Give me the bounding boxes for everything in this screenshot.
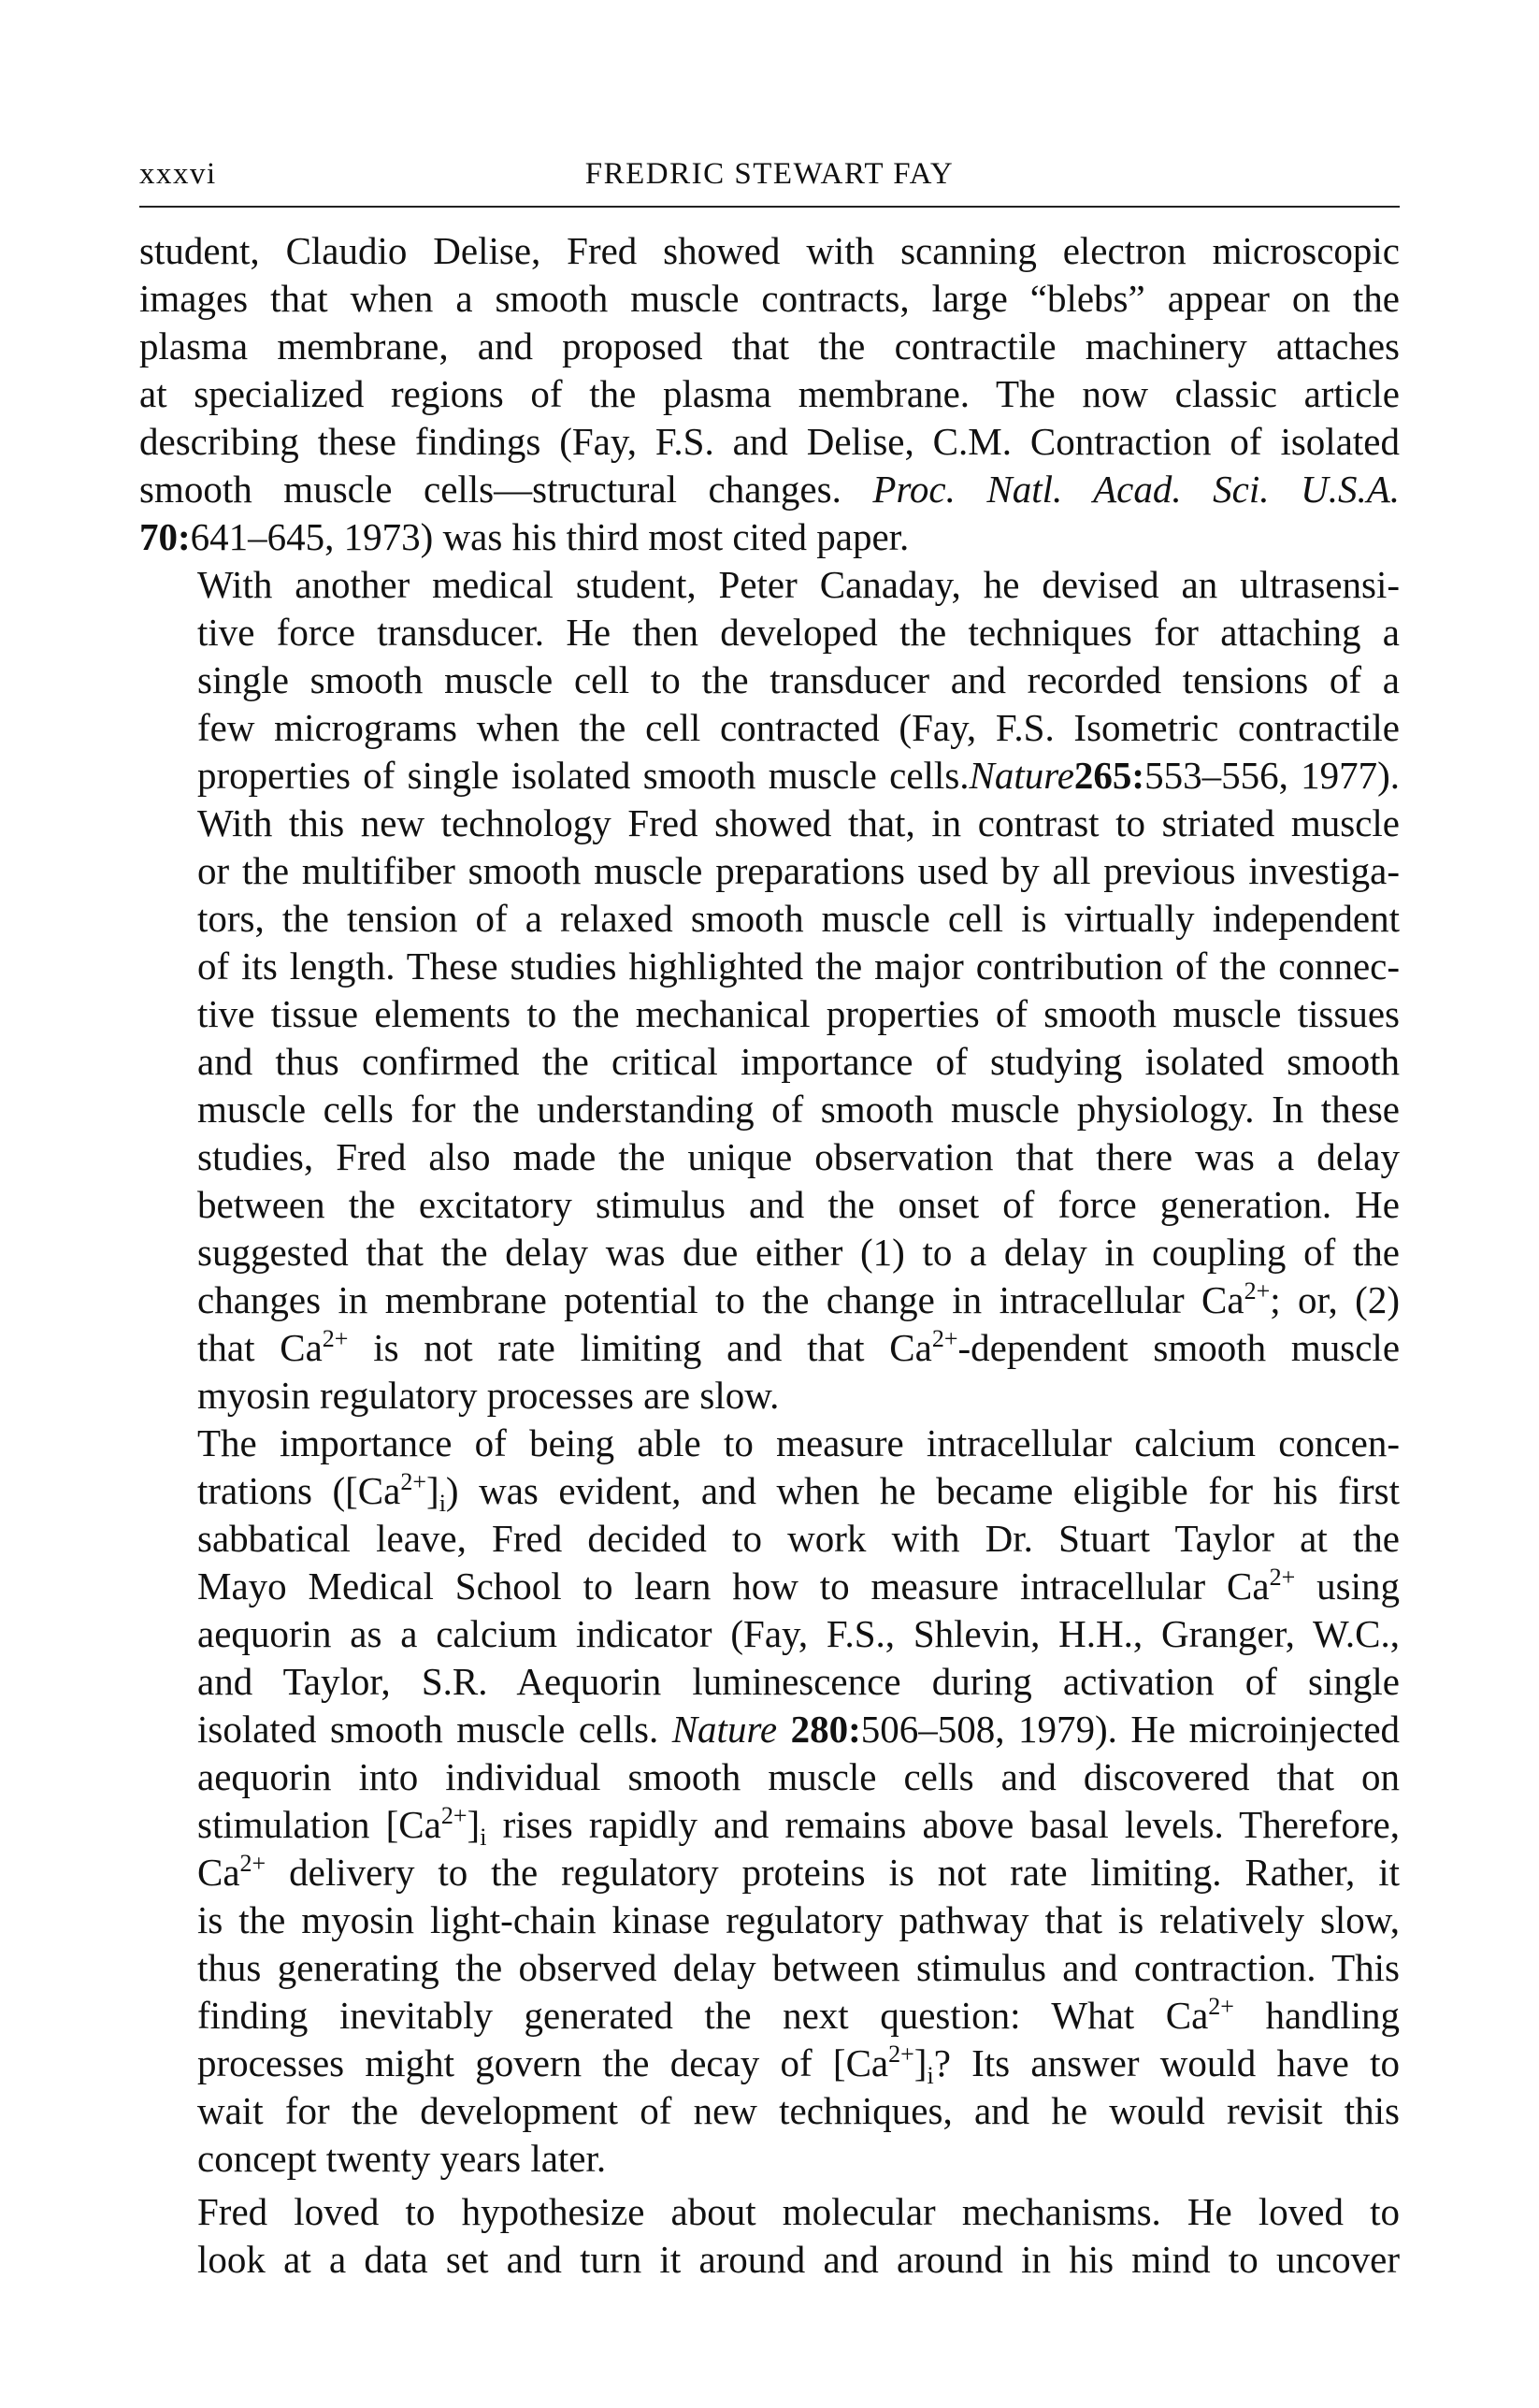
text-line: concept twenty years later. <box>197 2137 607 2180</box>
citation-pages: 506–508, 1979). <box>860 1708 1117 1751</box>
text-fragment: ] <box>913 2041 928 2084</box>
text-fragment: ] <box>426 1469 439 1512</box>
text-fragment: properties of single isolated smooth muscle cells. <box>197 754 970 797</box>
paragraph-4 <box>139 2188 1400 2284</box>
text-line: aequorin as a calcium indicator (Fay, F.S., Shlevin, H.H., Granger, W.C., <box>197 1612 1400 1655</box>
text-fragment: processes might govern the decay of [Ca <box>197 2041 889 2084</box>
text-fragment: delivery to the regulatory proteins is not rate limiting. Rather, it <box>289 1851 1400 1894</box>
text-line: tive force transducer. He then developed the techniques for attaching a <box>197 611 1400 654</box>
text-line: plasma membrane, and proposed that the contractile machinery attaches <box>139 324 1400 368</box>
text-line <box>139 1801 1400 1849</box>
text-line: With this new technology Fred showed that, in contrast to striated muscle <box>197 801 1400 844</box>
ion-charge: 2+ <box>1269 1564 1296 1591</box>
text-line <box>139 1467 1400 1515</box>
text-line <box>139 1992 1400 2040</box>
text-line <box>139 752 1400 800</box>
text-line: With another medical student, Peter Canaday, he devised an ultrasensi- <box>197 563 1400 606</box>
volume-number: 280: <box>790 1708 861 1751</box>
text-fragment: that Ca <box>197 1326 323 1369</box>
text-line <box>139 1324 1400 1372</box>
text-fragment: ? <box>933 2041 951 2084</box>
text-line: The importance of being able to measure intracellular calcium concen- <box>197 1421 1400 1464</box>
ion-charge: 2+ <box>322 1325 349 1352</box>
text-fragment: Ca <box>197 1851 240 1894</box>
ion-charge: 2+ <box>931 1325 958 1352</box>
subscript-i: i <box>480 1824 487 1851</box>
journal-citation: Proc. Natl. Acad. Sci. U.S.A. <box>872 468 1400 511</box>
text-line: of its length. These studies highlighted the major contribution of the connec- <box>197 944 1400 988</box>
ion-charge: 2+ <box>888 2040 914 2068</box>
citation-pages: 553–556, 1977). <box>1144 754 1401 797</box>
ion-charge: 2+ <box>400 1468 427 1495</box>
text-line <box>139 1706 1400 1753</box>
ion-charge: 2+ <box>1244 1277 1271 1305</box>
text-line: tive tissue elements to the mechanical properties of smooth muscle tissues <box>197 992 1400 1035</box>
text-fragment: ) <box>445 1469 459 1512</box>
text-line <box>139 513 1400 561</box>
citation-pages: 641–645, 1973) <box>190 515 434 558</box>
text-line: and thus confirmed the critical importance of studying isolated smooth <box>197 1040 1400 1083</box>
ion-charge: 2+ <box>440 1802 467 1829</box>
ion-charge: 2+ <box>1208 1993 1234 2020</box>
text-fragment: rises rapidly and remains above basal levels. Therefore, <box>502 1803 1401 1846</box>
running-title: FREDRIC STEWART FAY <box>584 157 955 191</box>
text-line <box>139 2040 1400 2087</box>
text-line: at specialized regions of the plasma membrane. The now classic article <box>139 372 1400 415</box>
text-line: studies, Fred also made the unique observation that there was a delay <box>197 1135 1400 1178</box>
text-line: between the excitatory stimulus and the onset of force generation. He <box>197 1183 1400 1226</box>
text-fragment: isolated smooth muscle cells. <box>197 1708 659 1751</box>
page-number: xxxvi <box>139 157 217 191</box>
text-fragment: using <box>1316 1564 1400 1608</box>
text-line: Fred loved to hypothesize about molecular mechanisms. He loved to <box>197 2190 1400 2233</box>
text-line: myosin regulatory processes are slow. <box>197 1374 780 1417</box>
text-line: few micrograms when the cell contracted (Fay, F.S. Isometric contractile <box>197 706 1400 749</box>
journal-citation: Nature <box>671 1708 778 1751</box>
text-fragment: Its answer would have to <box>971 2041 1401 2084</box>
text-fragment: smooth muscle cells—structural changes. <box>139 468 841 511</box>
text-fragment: stimulation [Ca <box>197 1803 441 1846</box>
header-rule <box>139 206 1400 208</box>
text-fragment: was evident, and when he became eligible for his first <box>479 1469 1401 1512</box>
paragraph-3 <box>139 1420 1400 2183</box>
running-header <box>139 157 1400 198</box>
text-line: student, Claudio Delise, Fred showed with scanning electron microscopic <box>139 229 1400 272</box>
text-line <box>139 1563 1400 1610</box>
text-fragment: trations ([Ca <box>197 1469 401 1512</box>
text-line: images that when a smooth muscle contracts, large “blebs” appear on the <box>139 277 1400 320</box>
text-line: thus generating the observed delay between stimulus and contraction. This <box>197 1946 1400 1989</box>
text-fragment: ] <box>467 1803 481 1846</box>
text-line <box>139 1276 1400 1324</box>
body-text <box>139 227 1400 2284</box>
text-fragment: is not rate limiting and that Ca <box>373 1326 932 1369</box>
subscript-i: i <box>439 1490 446 1517</box>
text-line: is the myosin light-chain kinase regulatory pathway that is relatively slow, <box>197 1898 1400 1941</box>
text-line: aequorin into individual smooth muscle cells and discovered that on <box>197 1755 1400 1798</box>
text-fragment: He microinjected <box>1130 1708 1401 1751</box>
text-line: suggested that the delay was due either (1) to a delay in coupling of the <box>197 1231 1400 1274</box>
text-line: look at a data set and turn it around and around in his mind to uncover <box>197 2238 1400 2281</box>
text-fragment: changes in membrane potential to the change in intracellular Ca <box>197 1278 1244 1321</box>
volume-number: 265: <box>1073 754 1145 797</box>
text-fragment: -dependent smooth muscle <box>957 1326 1401 1369</box>
text-line <box>139 1849 1400 1896</box>
text-line: or the multifiber smooth muscle preparations used by all previous investiga- <box>197 849 1400 892</box>
paragraph-1 <box>139 227 1400 561</box>
text-line <box>139 466 1400 513</box>
paragraph-2 <box>139 561 1400 1420</box>
text-line: and Taylor, S.R. Aequorin luminescence during activation of single <box>197 1660 1400 1703</box>
subscript-i: i <box>927 2062 934 2089</box>
text-line: describing these findings (Fay, F.S. and Delise, C.M. Contraction of isolated <box>139 420 1400 463</box>
text-line: tors, the tension of a relaxed smooth muscle cell is virtually independent <box>197 897 1400 940</box>
text-fragment: finding inevitably generated the next question: What Ca <box>197 1994 1209 2037</box>
journal-citation: Nature <box>969 754 1074 797</box>
text-line: sabbatical leave, Fred decided to work with Dr. Stuart Taylor at the <box>197 1517 1400 1560</box>
text-fragment: handling <box>1265 1994 1401 2037</box>
text-fragment: ; or, (2) <box>1270 1278 1400 1321</box>
text-line: muscle cells for the understanding of smooth muscle physiology. In these <box>197 1088 1400 1131</box>
text-fragment: was his third most cited paper. <box>442 515 910 558</box>
ion-charge: 2+ <box>239 1850 266 1877</box>
volume-number: 70: <box>139 515 191 558</box>
text-line: single smooth muscle cell to the transducer and recorded tensions of a <box>197 658 1400 701</box>
text-line: wait for the development of new techniques, and he would revisit this <box>197 2089 1400 2132</box>
text-fragment: Mayo Medical School to learn how to measure intracellular Ca <box>197 1564 1270 1608</box>
